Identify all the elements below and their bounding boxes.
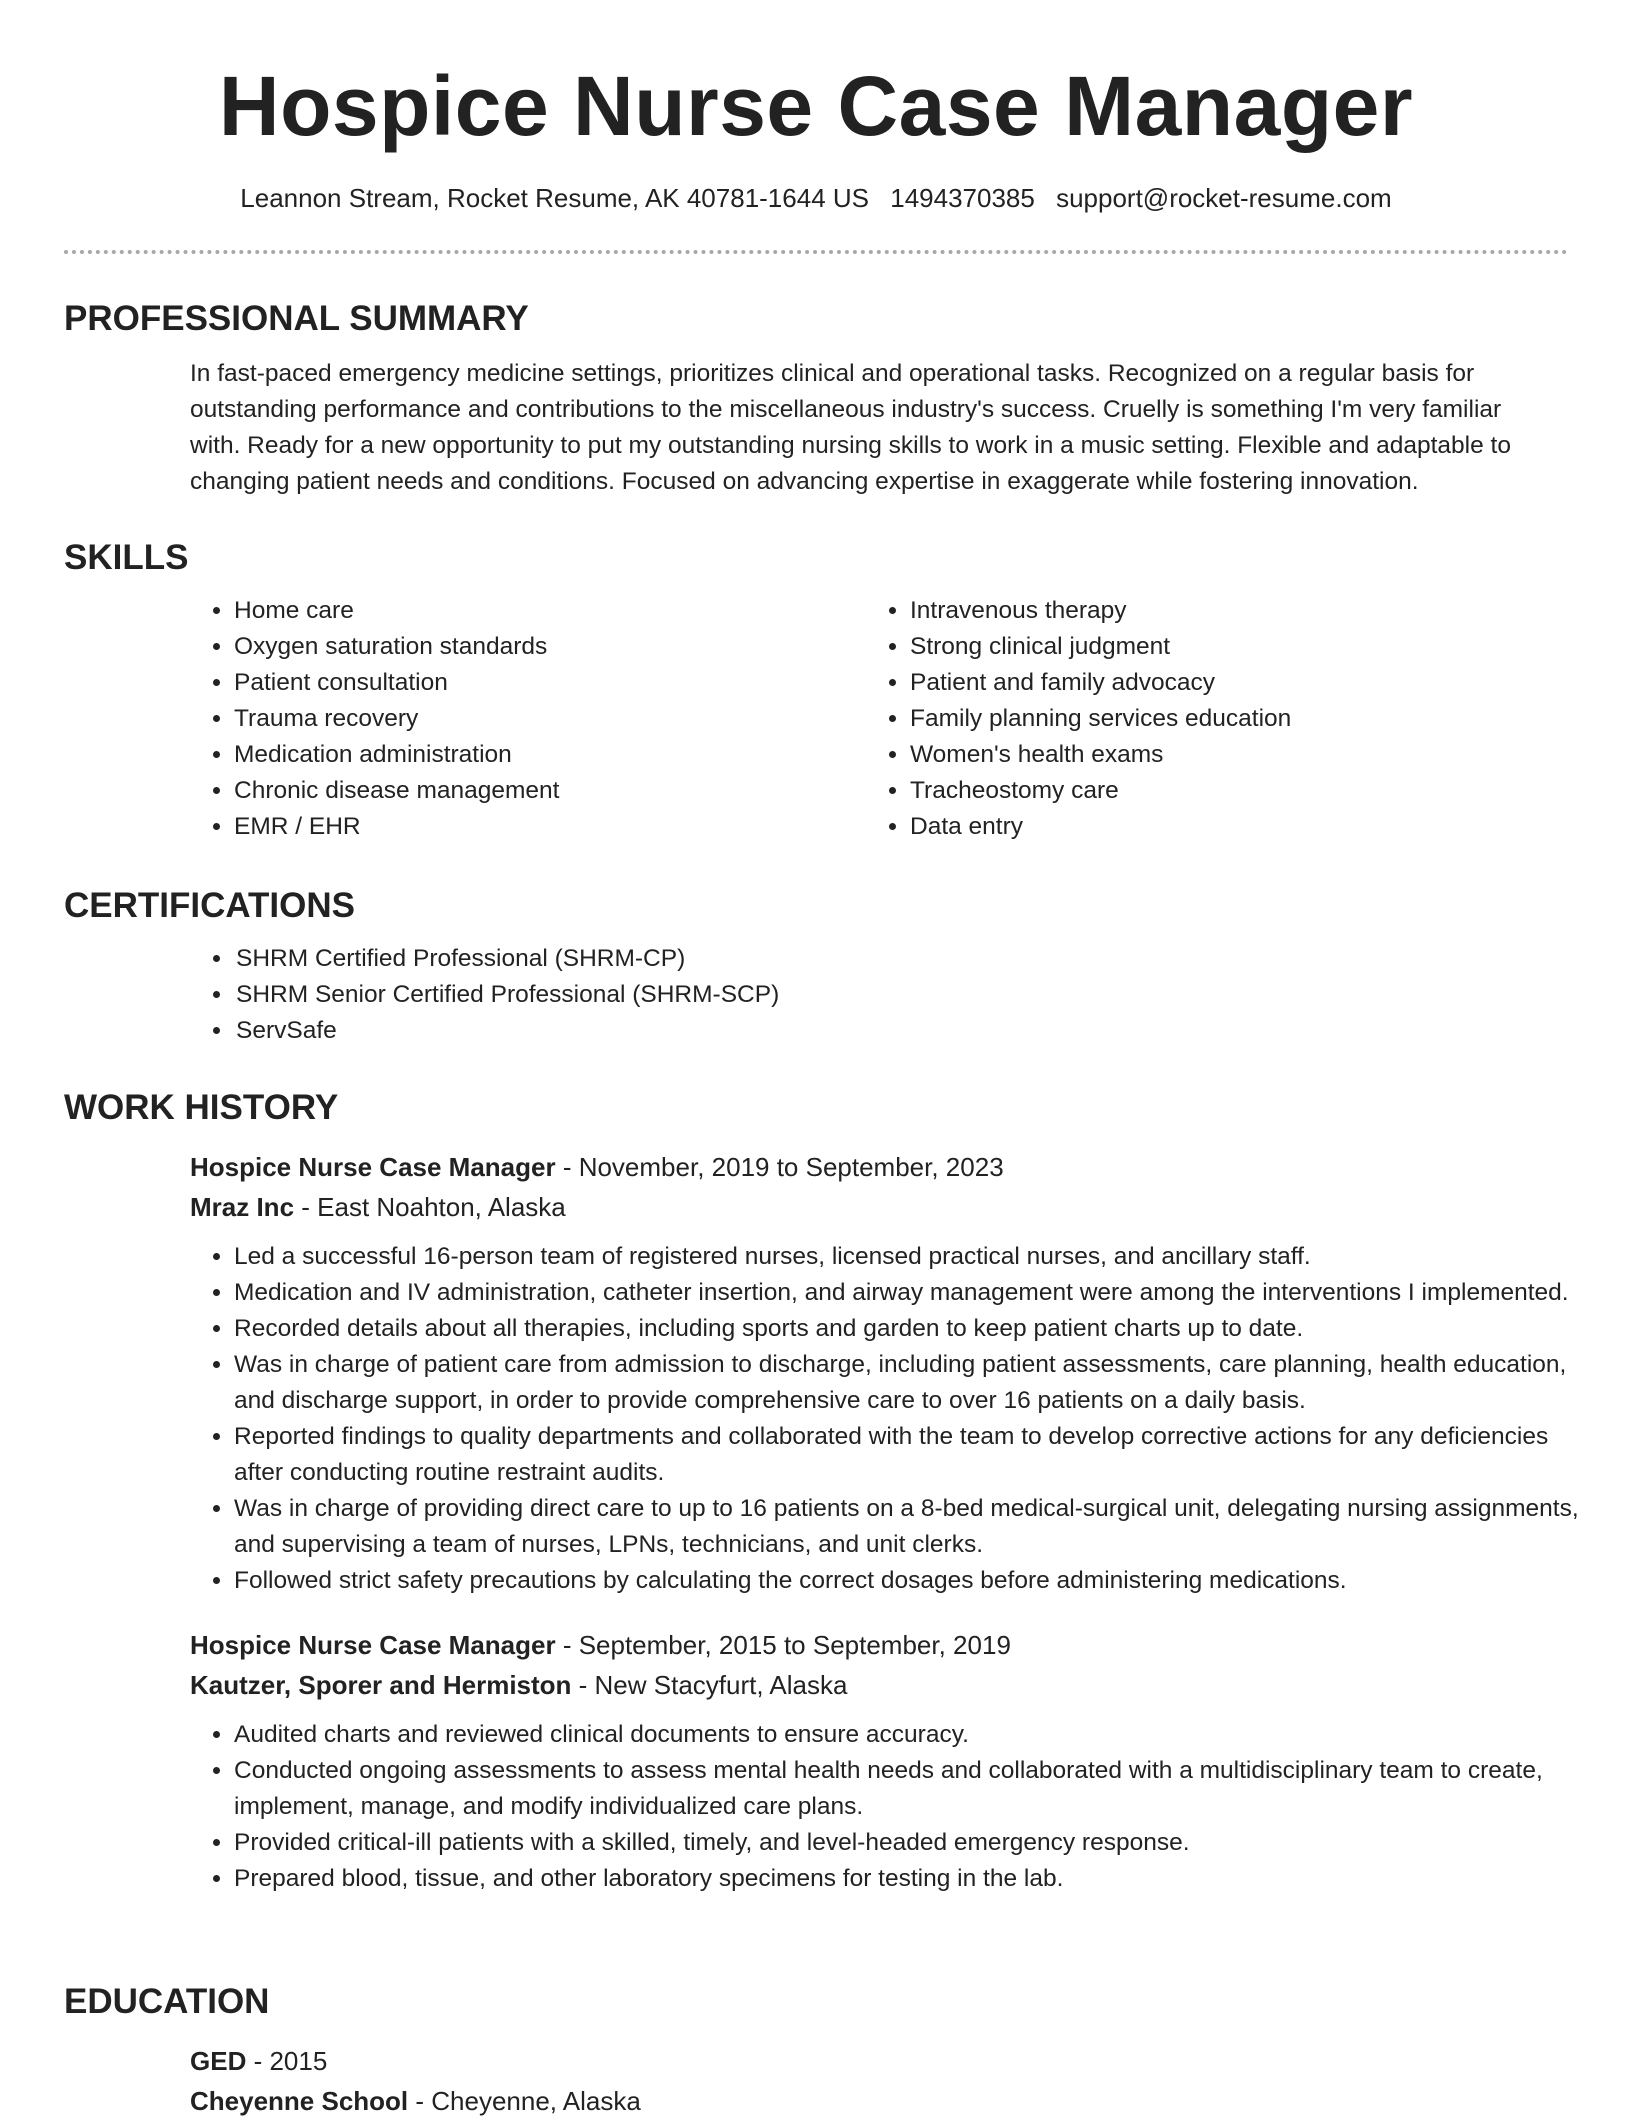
summary-section <box>64 298 1568 500</box>
list-item: • Prepared blood, tissue, and other laboratory specimens for testing in the lab. <box>234 1861 1584 1897</box>
job-dates: - November, 2019 to September, 2023 <box>555 1152 1004 1182</box>
list-item: • Women's health exams <box>910 737 1424 773</box>
resume-title: Hospice Nurse Case Manager <box>218 59 1414 153</box>
section-title-skills: SKILLS <box>64 538 189 577</box>
job-title-line <box>190 1625 1568 1665</box>
education-school-line <box>190 2081 1568 2121</box>
job-entry-1 <box>190 1147 1579 1599</box>
list-item: • Intravenous therapy <box>910 593 1424 629</box>
list-item: • Strong clinical judgment <box>910 629 1424 665</box>
job-title: Hospice Nurse Case Manager <box>190 1152 556 1182</box>
education-degree-line <box>190 2041 1568 2081</box>
education-location: - Cheyenne, Alaska <box>408 2086 641 2116</box>
section-title-education: EDUCATION <box>64 1982 270 2021</box>
list-item: • SHRM Senior Certified Professional (SHRM-SCP) <box>234 977 1568 1013</box>
list-item: • Provided critical-ill patients with a skilled, timely, and level-headed emergency response. <box>234 1825 1584 1861</box>
certifications-list <box>64 941 1568 1049</box>
job-company: Kautzer, Sporer and Hermiston <box>190 1670 572 1700</box>
job-title: Hospice Nurse Case Manager <box>190 1630 556 1660</box>
skills-list-right <box>744 593 1424 845</box>
job-company-line <box>190 1665 1568 1705</box>
contact-line <box>0 182 1632 214</box>
job-location: - New Stacyfurt, Alaska <box>571 1670 848 1700</box>
list-item: • Audited charts and reviewed clinical documents to ensure accuracy. <box>234 1717 1584 1753</box>
list-item: • Home care <box>234 593 744 629</box>
section-title-certifications: CERTIFICATIONS <box>64 886 356 925</box>
job-title-line <box>190 1147 1568 1187</box>
work-history-section <box>64 1087 1579 1897</box>
header-divider <box>64 250 1568 254</box>
education-school: Cheyenne School <box>190 2086 409 2116</box>
section-title-work-history: WORK HISTORY <box>64 1088 339 1127</box>
list-item: • Oxygen saturation standards <box>234 629 744 665</box>
contact-address: Leannon Stream, Rocket Resume, AK 40781-1644 US <box>240 183 869 213</box>
list-item: • Recorded details about all therapies, including sports and garden to keep patient charts up to date. <box>234 1311 1584 1347</box>
education-year: - 2015 <box>246 2046 328 2076</box>
list-item: • Tracheostomy care <box>910 773 1424 809</box>
education-degree: GED <box>190 2046 247 2076</box>
job-entry-2 <box>190 1625 1568 1897</box>
list-item: • SHRM Certified Professional (SHRM-CP) <box>234 941 1568 977</box>
list-item: • Data entry <box>910 809 1424 845</box>
list-item: • Followed strict safety precautions by calculating the correct dosages before administering medications. <box>234 1563 1584 1599</box>
list-item: • Chronic disease management <box>234 773 744 809</box>
job-location: - East Noahton, Alaska <box>294 1192 566 1222</box>
section-title-summary: PROFESSIONAL SUMMARY <box>64 299 529 338</box>
job-company: Mraz Inc <box>190 1192 295 1222</box>
list-item: • Conducted ongoing assessments to assess mental health needs and collaborated with a multidisciplinary team to create, implement, manage, and modify individualized care plans. <box>234 1753 1584 1825</box>
list-item: • Medication and IV administration, catheter insertion, and airway management were among the interventions I implemented. <box>234 1275 1584 1311</box>
list-item: • Family planning services education <box>910 701 1424 737</box>
job-bullets <box>190 1239 1584 1599</box>
list-item: • Was in charge of providing direct care to up to 16 patients on a 8-bed medical-surgical unit, delegating nursing assignments, and supervising a team of nurses, LPNs, technicians, and unit clerks. <box>234 1491 1584 1563</box>
education-section <box>64 1981 1568 2121</box>
skills-section <box>64 537 1568 845</box>
job-company-line <box>190 1187 1568 1227</box>
certifications-section <box>64 885 1568 1049</box>
education-entry <box>190 2041 1568 2121</box>
list-item: • Reported findings to quality departments and collaborated with the team to develop corrective actions for any deficiencies after conducting routine restraint audits. <box>234 1419 1584 1491</box>
contact-phone: 1494370385 <box>890 183 1035 213</box>
list-item: • EMR / EHR <box>234 809 744 845</box>
list-item: • Patient consultation <box>234 665 744 701</box>
contact-email: support@rocket-resume.com <box>1056 183 1392 213</box>
job-bullets <box>190 1717 1584 1897</box>
list-item: • Trauma recovery <box>234 701 744 737</box>
job-dates: - September, 2015 to September, 2019 <box>555 1630 1011 1660</box>
list-item: • Was in charge of patient care from admission to discharge, including patient assessments, care planning, health education, and discharge support, in order to provide comprehensive care to over 16 patients on a daily basis. <box>234 1347 1584 1419</box>
list-item: • ServSafe <box>234 1013 1568 1049</box>
summary-text: In fast-paced emergency medicine settings, prioritizes clinical and operational tasks. Recognized on a regular basis for outstanding performance and contributions to the miscellaneous industry's success. Cruelly is something I'm very familiar with. Ready for a new opportunity to put my outstanding nursing skills to work in a music setting. Flexible and adaptable to changing patient needs and conditions. Focused on advancing expertise in exaggerate while fostering innovation. <box>190 360 1511 495</box>
skills-list-left <box>64 593 744 845</box>
list-item: • Patient and family advocacy <box>910 665 1424 701</box>
list-item: • Led a successful 16-person team of registered nurses, licensed practical nurses, and ancillary staff. <box>234 1239 1584 1275</box>
list-item: • Medication administration <box>234 737 744 773</box>
skills-grid <box>64 593 1568 845</box>
